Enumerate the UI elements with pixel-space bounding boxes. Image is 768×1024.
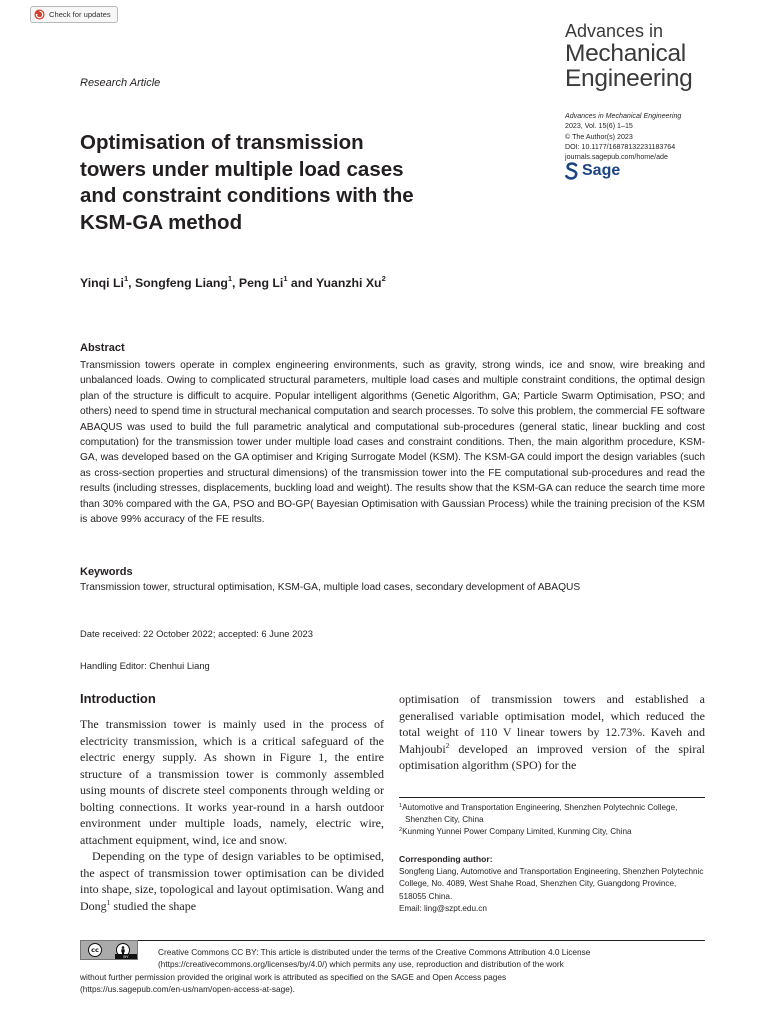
journal-meta-doi[interactable]: DOI: 10.1177/16878132231183764 [565,142,676,151]
footnote-item [399,826,705,838]
body-text: Depending on the type of design variables to be optimised, the aspect of transmission tower optimisation can be divided into shape, size, topological and layout optimisation. Wang and Dong [80,849,384,914]
license-divider [80,940,705,941]
author-affiliation: 1 [227,274,233,283]
introduction-heading: Introduction [80,691,156,706]
sage-logo [565,162,620,180]
author-name: Peng Li [238,276,284,290]
cc-icon: cc [88,943,102,957]
corresponding-author [399,853,705,915]
journal-meta-title: Advances in Mechanical Engineering [565,112,682,120]
keywords-text: Transmission tower, structural optimisation, KSM-GA, multiple load cases, secondary development of ABAQUS [80,582,581,593]
journal-name-line1: Advances in [565,21,664,41]
affiliation-footnotes [399,802,705,838]
by-label: BY [115,954,137,959]
author-affiliation: 1 [123,274,129,283]
license-line: Creative Commons CC BY: This article is distributed under the terms of the Creative Commons Attribution 4.0 License [158,947,591,957]
citation-ref[interactable]: 2 [445,740,450,750]
citation-ref[interactable]: 1 [106,898,111,908]
author-affiliation: 1 [283,274,288,283]
handling-editor: Handling Editor: Chenhui Liang [80,660,210,671]
journal-name-line2: Mechanical [565,40,686,67]
abstract-text: Transmission towers operate in complex engineering environments, such as gravity, strong winds, ice and snow, wire breaking and unbalanced loads. Owing to complicated structural parameters, multiple load cases and multiple constraint conditions, the optimal design plan of the structure is difficult to acquire. Popular intelligent algorithms (Genetic Algorithm, GA; Particle Swarm Optimisation, PSO; and others) need to spend time in structural mechanical computation and search processes. To solve this problem, the commercial FE software ABAQUS was used to build the full parametric analytical and computational sub-procedures (general static, linear buckling and cost computation) for the transmission tower under multiple load cases and constraint conditions. Then, the main algorithm procedure, KSM-GA, was developed based on the GA optimiser and Kriging Surrogate Model (KSM). The KSM-GA could import the design variables (such as cross-section properties and structural dimensions) of the transmission tower into the FE computational sub-procedures and read the results (including stresses, displacements, buckling load and weight). The results show that the KSM-GA can reduce the search time more than 30% compared with the GA, PSO and BO-GP( Bayesian Optimisation with Gaussian Process) while the training precision of the KSM is above 99% accuracy of the FE results. [80,360,705,526]
sage-s-icon [565,162,578,180]
journal-name-line3: Engineering [565,65,693,92]
footnote-text: Kunming Yunnei Power Company Limited, Kunming City, China [402,827,632,837]
body-paragraph: The transmission tower is mainly used in the process of electricity transmission, which is a critical safeguard of the electric energy supply. As shown in Figure 1, the entire structure of a transmission tower is commonly assembled using mounts of discrete steel components through welding or bolting connections. It works year-round in a harsh outdoor environment under multiple loads, namely, electric wire, attachment equipment, wind, ice and snow. [80,717,384,847]
body-column-left [80,716,384,915]
article-type: Research Article [80,77,161,89]
check-for-updates-icon [34,9,45,20]
footnote-text: Automotive and Transportation Engineering, Shenzhen Polytechnic College, Shenzhen City, China [402,803,678,825]
license-line[interactable]: (https://us.sagepub.com/en-us/nam/open-access-at-sage). [80,984,295,995]
license-line: (https://creativecommons.org/licenses/by/4.0/) which permits any use, reproduction and distribution of the work [158,959,564,970]
body-paragraph [80,848,384,914]
body-text: developed an improved version of the spiral optimisation algorithm (SPO) for the [399,741,705,773]
author-list: Yinqi Li$^1$, Songfeng Liang$^1$, Peng Li$^1$ and Yuanzhi Xu$^2$ [80,274,386,290]
body-paragraph [399,691,705,774]
license-line: without further permission provided the original work is attributed as specified on the SAGE and Open Access pages [80,971,507,982]
author-name: Yuanzhi Xu [315,276,382,290]
journal-meta-copyright: © The Author(s) 2023 [565,132,633,141]
journal-meta [565,111,760,162]
journal-meta-volume: 2023, Vol. 15(6) 1–15 [565,122,633,131]
sage-logo-text: Sage [582,162,621,179]
footnote-divider [399,797,705,798]
body-text: studied the shape [110,899,197,914]
corresponding-author-address: Songfeng Liang, Automotive and Transportation Engineering, Shenzhen Polytechnic College, No. 4089, West Shahe Road, Shenzhen City, Guangdong Province, 518055 China. [399,867,704,901]
check-for-updates-button[interactable] [30,6,118,23]
keywords-heading: Keywords [80,566,133,578]
corresponding-author-heading: Corresponding author: [399,854,493,864]
author-name: Songfeng Liang [134,276,228,290]
author-affiliation: 2 [381,274,386,283]
journal-meta-url[interactable]: journals.sagepub.com/home/ade [565,153,668,162]
date-received: Date received: 22 October 2022; accepted: 6 June 2023 [80,628,313,639]
license-text [80,946,705,996]
abstract-heading: Abstract [80,342,125,354]
author-name: Yinqi Li [80,276,124,290]
body-column-right [399,691,705,774]
footnote-number: 1 [399,803,403,809]
check-for-updates-label: Check for updates [49,10,111,19]
article-title: Optimisation of transmission towers under multiple load cases and constraint conditions with the KSM-GA method [80,131,414,234]
footnote-item [399,802,705,826]
body-text: optimisation of transmission towers and established a generalised variable optimisation model, which reduced the total weight of 110 V linear towers by 12.73%. Kaveh and Mahjoubi [399,692,705,756]
journal-name [565,22,755,91]
footnote-number: 2 [399,827,403,834]
corresponding-author-email[interactable]: Email: ling@szpt.edu.cn [399,903,487,913]
